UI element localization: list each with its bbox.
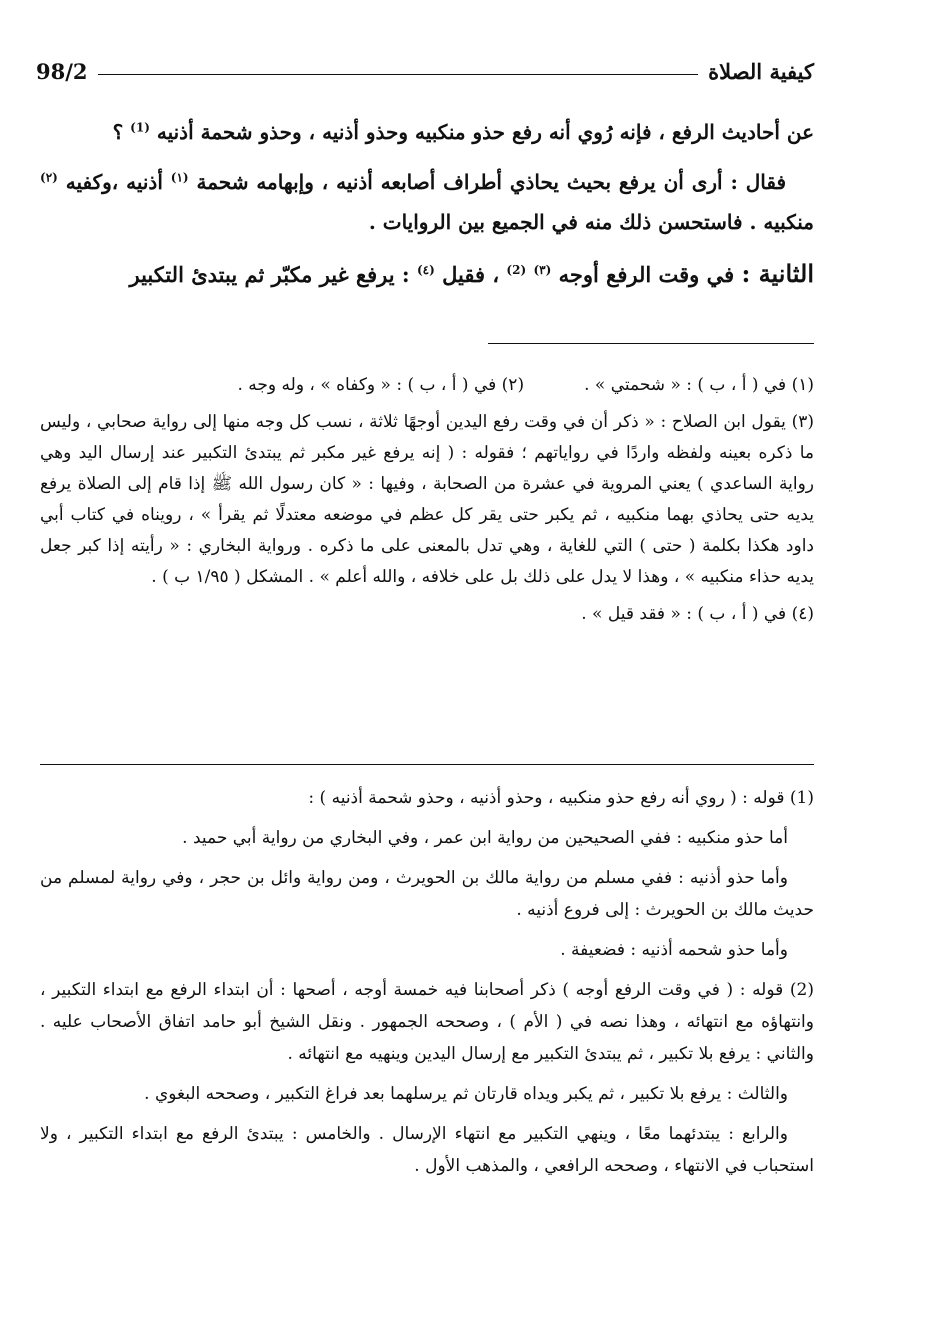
editor-footnotes <box>40 370 814 636</box>
footnote-ref: (٢) <box>40 170 58 185</box>
commentary-1-head: (1) قوله : ( روي أنه رفع حذو منكبيه ، وحذو أذنيه ، وحذو شحمة أذنيه ) : <box>308 788 814 808</box>
footnote-3: (٣) يقول ابن الصلاح : « ذكر أن في وقت رفع اليدين أوجهًا ثلاثة ، نسب كل وجه منها إلى رواية صحابي ، وليس ما ذكره بعينه ولفظه واردًا في رواياتهم ؛ فقوله : ( إنه يرفع غير مكبر ثم يبتدئ التكبير عند إرسال اليد وهي رواية الساعدي ) يعني المروية في عشرة من الصحابة ، وفيها : « كان رسول الله ﷺ إذا قام إلى الصلاة يرفع يديه حتى يحاذي بهما منكبيه ، ثم يكبر حتى يقر كل عظم في موضعه معتدلًا ثم يقرأ » ، رويناه في كتاب أبي داود هكذا بكلمة ( حتى ) التي للغاية ، وهي تدل بالمعنى على ما ذكره . ورواية البخاري : « رأيته إذا كبر جعل يديه حذاء منكبيه » ، وهذا لا يدل على ذلك بل على خلافه ، والله أعلم » . المشكل ( ١/٩٥ ب ) . <box>40 412 814 587</box>
footnote-ref: (١) <box>170 170 189 185</box>
footnote-2: (٢) في ( أ ، ب ) : « وكفاه » ، وله وجه . <box>237 375 525 395</box>
main-text <box>40 112 814 307</box>
footnote-separator <box>488 343 814 344</box>
commentary-notes <box>40 782 814 1190</box>
footnote-row <box>40 370 814 401</box>
running-header <box>36 54 814 88</box>
footnote-1: (١) في ( أ ، ب ) : « شحمتي » . <box>584 375 814 395</box>
main-paragraph-1: عن أحاديث الرفع ، فإنه رُوي أنه رفع حذو منكبيه وحذو أذنيه ، وحذو شحمة أذنيه $^{(1)}$ ؟ <box>112 120 814 144</box>
main-paragraph-3: الثانية : في وقت الرفع أوجه $^{(٣)}$ $^{(2)}$ ، فقيل $^{(٤)}$ : يرفع غير مكبّر ثم يبتدئ التكبير <box>129 259 814 288</box>
commentary-2-head: (2) قوله : ( في وقت الرفع أوجه ) ذكر أصحابنا فيه خمسة أوجه ، أصحها : أن ابتداء الرفع مع ابتداء التكبير ، وانتهاؤه مع انتهائه ، وهذا نصه في ( الأم ) ، وصححه الجمهور . ونقل الشيخ أبو حامد اتفاق الأصحاب عليه . والثاني : يرفع بلا تكبير ، ثم يبتدئ التكبير مع إرسال اليدين وينهيه مع انتهائه . <box>40 980 814 1064</box>
commentary-1-b: وأما حذو أذنيه : ففي مسلم من رواية مالك بن الحويرث ، ومن رواية وائل بن حجر ، وفي رواية لمسلم من حديث مالك بن الحويرث : إلى فروع أذنيه . <box>40 868 814 920</box>
footnote-ref: (1) <box>130 120 150 135</box>
footnote-ref: (2) <box>506 263 527 277</box>
chapter-title: كيفية الصلاة <box>708 58 814 84</box>
commentary-2-b: والرابع : يبتدئهما معًا ، وينهي التكبير مع انتهاء الإرسال . والخامس : يبتدئ الرفع مع ابتداء التكبير ، ولا استحباب في الانتهاء ، وصححه الرافعي ، والمذهب الأول . <box>40 1124 814 1176</box>
section-lead: الثانية : <box>741 259 814 288</box>
main-paragraph-2: فقال : أرى أن يرفع بحيث يحاذي أطراف أصابعه أذنيه ، وإبهامه شحمة $^{(١)}$ أذنيه ،وكفيه $^{(٢)}$ منكبيه . فاستحسن ذلك منه في الجميع بين الروايات . <box>40 170 814 234</box>
commentary-2-a: والثالث : يرفع بلا تكبير ، ثم يكبر ويداه قارتان ثم يرسلهما بعد فراغ التكبير ، وصححه البغوي . <box>144 1084 788 1104</box>
commentary-1-c: وأما حذو شحمه أذنيه : فضعيفة . <box>560 940 788 960</box>
footnote-4: (٤) في ( أ ، ب ) : « فقد قيل » . <box>581 604 814 624</box>
header-rule <box>98 74 699 75</box>
commentary-separator <box>40 764 814 765</box>
footnote-ref: (٤) <box>416 263 435 277</box>
page-number: 98/2 <box>36 58 88 84</box>
footnote-ref: (٣) <box>533 263 552 277</box>
commentary-1-a: أما حذو منكبيه : ففي الصحيحين من رواية ابن عمر ، وفي البخاري من رواية أبي حميد . <box>182 828 788 848</box>
